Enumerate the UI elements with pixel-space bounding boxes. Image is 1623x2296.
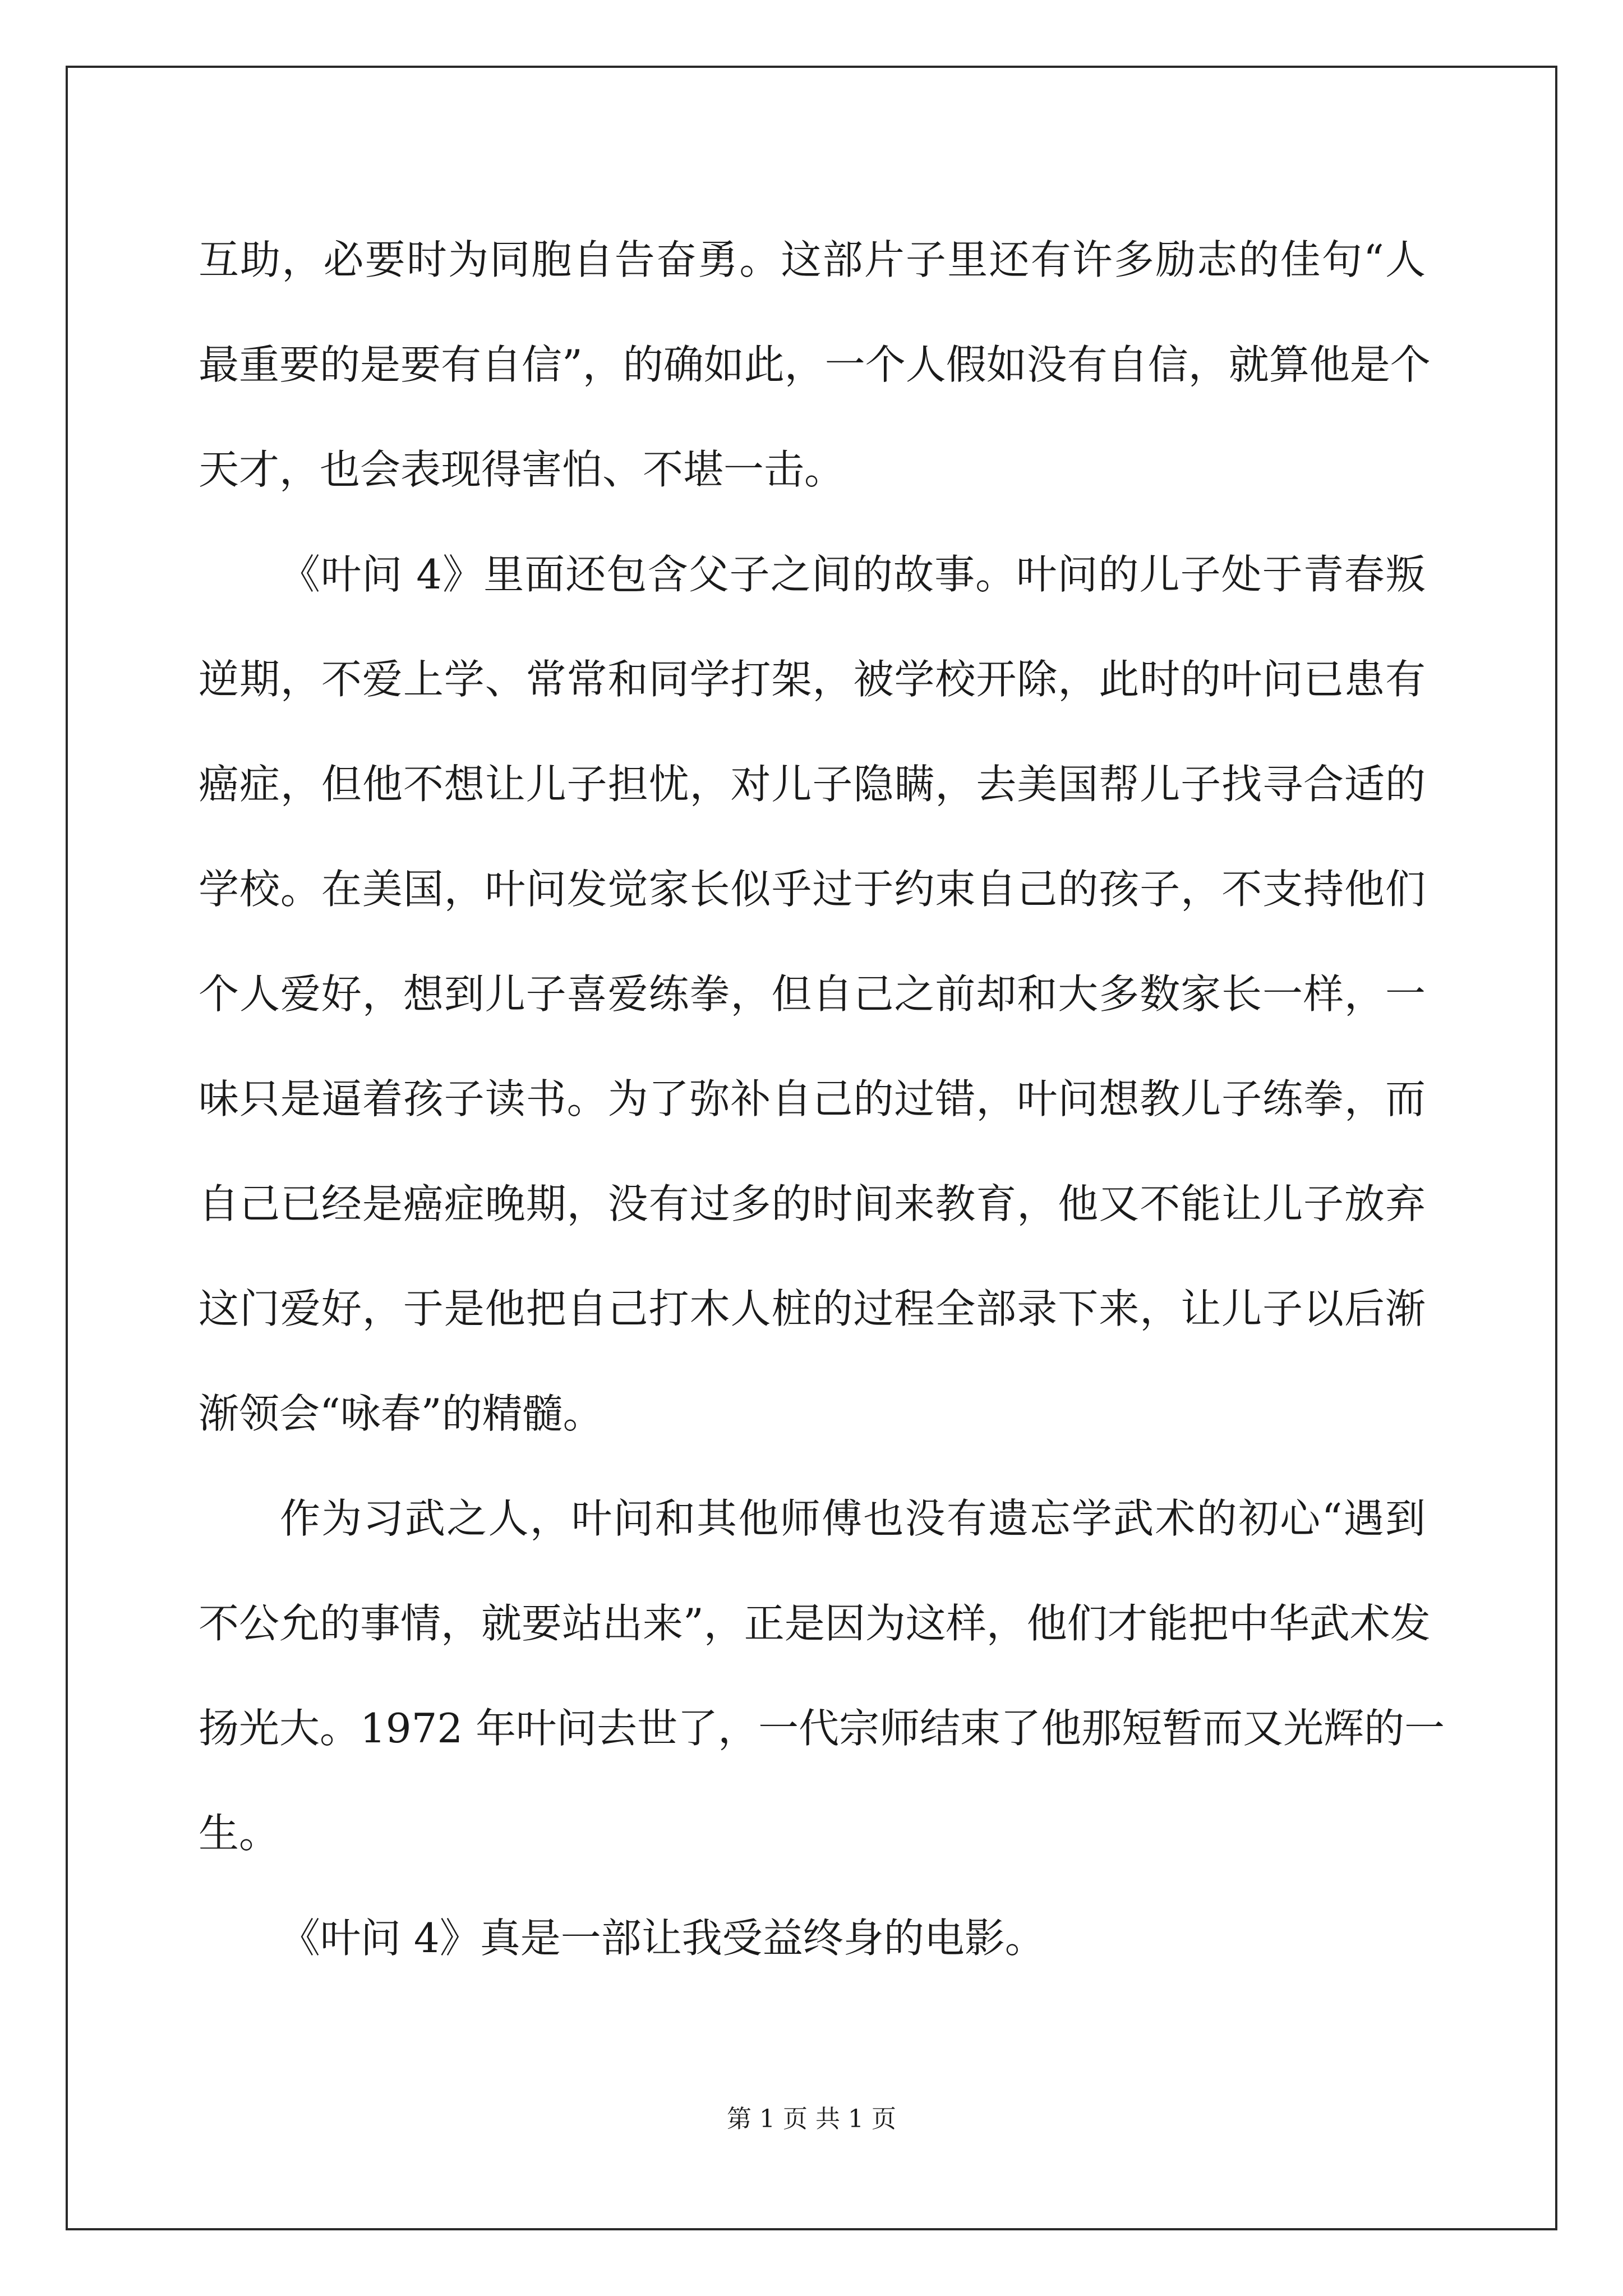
text-line: 不公允的事情，就要站出来”，正是因为这样，他们才能把中华武术发: [199, 1600, 1431, 1647]
text-line: 味只是逼着孩子读书。为了弥补自己的过错，叶问想教儿子练拳，而: [199, 1075, 1426, 1122]
text-line: 这门爱好，于是他把自己打木人桩的过程全部录下来，让儿子以后渐: [199, 1285, 1426, 1332]
text-line: 生。: [199, 1810, 280, 1857]
document-body: [199, 208, 1445, 1991]
paragraph-first-line: 《叶问 4》里面还包含父子之间的故事。叶问的儿子处于青春叛: [280, 551, 1426, 598]
text-line: 扬光大。1972 年叶问去世了，一代宗师结束了他那短暂而又光辉的一: [199, 1705, 1445, 1752]
text-line: 天才，也会表现得害怕、不堪一击。: [199, 446, 845, 493]
text-line: 渐领会“咏春”的精髓。: [199, 1390, 603, 1437]
page-number-footer: 第 1 页 共 1 页: [727, 2105, 896, 2133]
text-line: 学校。在美国，叶问发觉家长似乎过于约束自己的孩子，不支持他们: [199, 866, 1426, 913]
paragraph-first-line: 作为习武之人，叶问和其他师傅也没有遗忘学武术的初心“遇到: [280, 1495, 1426, 1542]
text-line: 最重要的是要有自信”，的确如此，一个人假如没有自信，就算他是个: [199, 341, 1431, 388]
text-line: 自己已经是癌症晚期，没有过多的时间来教育，他又不能让儿子放弃: [199, 1180, 1426, 1227]
paragraph-first-line: 《叶问 4》真是一部让我受益终身的电影。: [280, 1915, 1045, 1962]
text-line: 互助，必要时为同胞自告奋勇。这部片子里还有许多励志的佳句“人: [199, 236, 1426, 283]
text-line: 癌症，但他不想让儿子担忧，对儿子隐瞒，去美国帮儿子找寻合适的: [199, 761, 1426, 808]
text-line: 个人爱好，想到儿子喜爱练拳，但自己之前却和大多数家长一样，一: [199, 970, 1426, 1018]
text-line: 逆期，不爱上学、常常和同学打架，被学校开除，此时的叶问已患有: [199, 656, 1426, 703]
